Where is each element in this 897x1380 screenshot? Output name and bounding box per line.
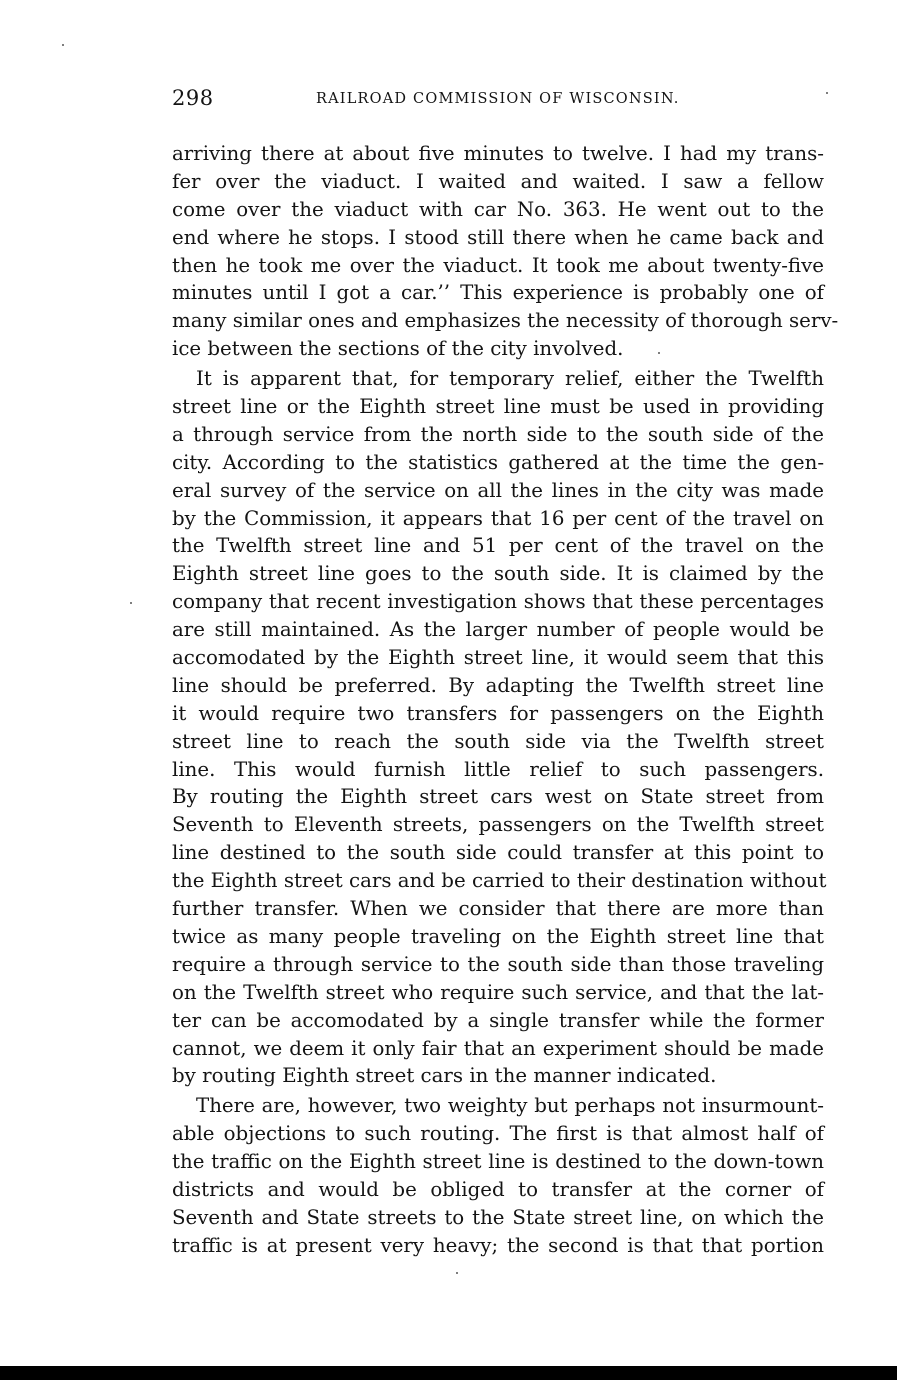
text-line: by the Commission, it appears that 16 per cent of the travel on	[172, 506, 824, 530]
text-line: the Twelfth street line and 51 per cent of the travel on the	[172, 534, 824, 558]
paragraph-1	[172, 140, 839, 363]
text-line: line destined to the south side could transfer at this point to	[172, 841, 824, 865]
text-line: ice between the sections of the city involved.	[172, 337, 624, 361]
text-line: street line or the Eighth street line must be used in providing	[172, 395, 824, 419]
text-line: twice as many people traveling on the Eighth street line that	[172, 924, 824, 948]
text-line: it would require two transfers for passengers on the Eighth	[172, 701, 824, 725]
scan-bottom-edge	[0, 1366, 897, 1380]
text-line: company that recent investigation shows that these percentages	[172, 590, 824, 614]
text-line: arriving there at about five minutes to twelve. I had my trans-	[172, 142, 824, 165]
text-line: accomodated by the Eighth street line, it would seem that this	[172, 646, 824, 670]
text-line: traffic is at present very heavy; the second is that that portion	[172, 1233, 824, 1257]
scan-speck	[456, 1272, 458, 1274]
text-line: Seventh to Eleventh streets, passengers on the Twelfth street	[172, 813, 824, 837]
text-line: require a through service to the south side than those traveling	[172, 952, 824, 976]
body-text	[172, 140, 839, 1260]
scan-speck	[658, 352, 660, 354]
text-line: minutes until I got a car.’’ This experience is probably one of	[172, 281, 824, 305]
text-line: ter can be accomodated by a single transfer while the former	[172, 1008, 824, 1032]
text-line: able objections to such routing. The first is that almost half of	[172, 1122, 824, 1146]
text-line: by routing Eighth street cars in the manner indicated.	[172, 1064, 717, 1088]
text-line: Eighth street line goes to the south side. It is claimed by the	[172, 562, 824, 586]
scan-speck	[62, 44, 64, 46]
text-line: a through service from the north side to the south side of the	[172, 422, 824, 446]
text-line: line should be preferred. By adapting the Twelfth street line	[172, 673, 824, 697]
text-line: fer over the viaduct. I waited and waited. I saw a fellow	[172, 169, 824, 193]
text-line: further transfer. When we consider that there are more than	[172, 897, 824, 921]
text-line: the traffic on the Eighth street line is destined to the down-town	[172, 1150, 824, 1174]
text-line: then he took me over the viaduct. It took me about twenty-five	[172, 253, 824, 277]
text-line: the Eighth street cars and be carried to their destination without	[172, 869, 827, 893]
text-line: city. According to the statistics gathered at the time the gen-	[172, 450, 824, 474]
text-line: come over the viaduct with car No. 363. He went out to the	[172, 197, 824, 221]
paragraph-2	[172, 365, 827, 1090]
text-line: eral survey of the service on all the lines in the city was made	[172, 478, 824, 502]
text-line: are still maintained. As the larger number of people would be	[172, 618, 824, 642]
text-line: It is apparent that, for temporary relief, either the Twelfth	[196, 367, 824, 391]
paragraph-3	[172, 1092, 824, 1259]
text-line: districts and would be obliged to transfer at the corner of	[172, 1177, 824, 1201]
text-line: line. This would furnish little relief to such passengers.	[172, 757, 824, 781]
text-line: many similar ones and emphasizes the necessity of thorough serv-	[172, 309, 839, 333]
text-line: By routing the Eighth street cars west on State street from	[172, 785, 824, 809]
running-head: RAILROAD COMMISSION OF WISCONSIN.	[316, 91, 680, 107]
text-line: There are, however, two weighty but perhaps not insurmount-	[196, 1094, 824, 1118]
text-line: street line to reach the south side via the Twelfth street	[172, 729, 824, 753]
text-line: on the Twelfth street who require such service, and that the lat-	[172, 980, 824, 1004]
text-line: end where he stops. I stood still there when he came back and	[172, 225, 824, 249]
page-number: 298	[172, 86, 214, 110]
scan-speck	[826, 92, 828, 94]
scan-speck	[130, 602, 132, 604]
text-line: cannot, we deem it only fair that an experiment should be made	[172, 1036, 824, 1060]
text-line: Seventh and State streets to the State street line, on which the	[172, 1205, 824, 1229]
